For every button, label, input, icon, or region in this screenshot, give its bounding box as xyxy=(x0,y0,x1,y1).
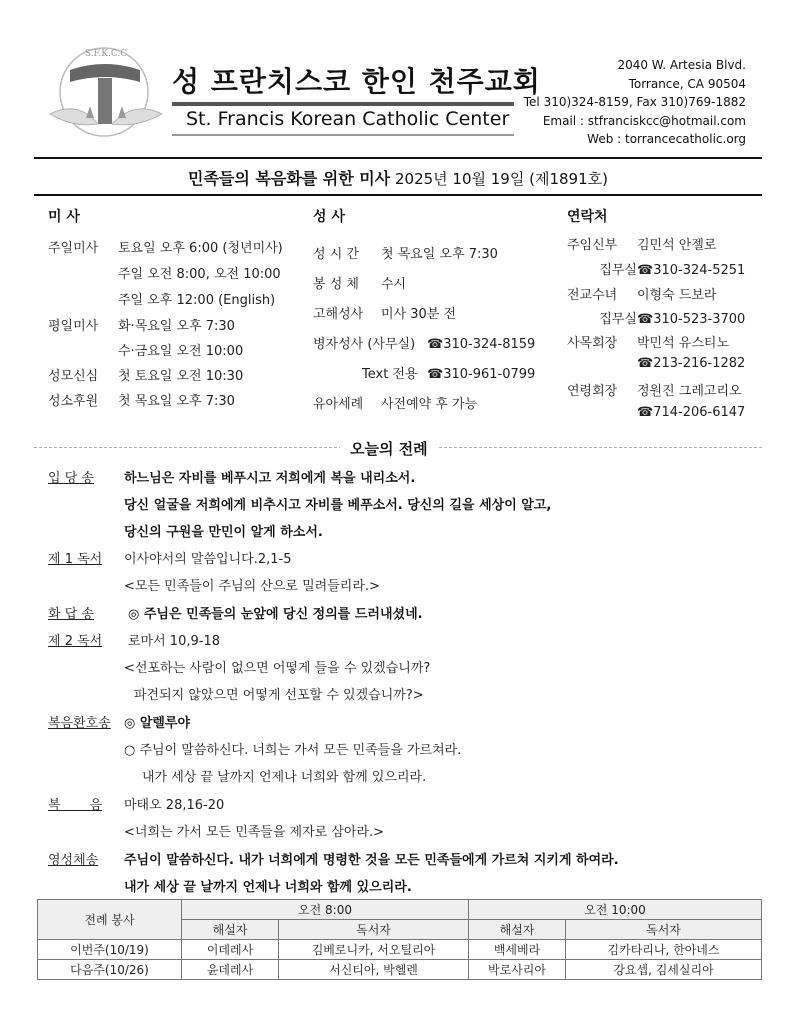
mass-row: 주일미사 토요일 오후 6:00 (청년미사) xyxy=(48,241,283,256)
reading2-line: 파견되지 않았으면 어떻게 선포할 수 있겠습니까?> xyxy=(134,688,424,703)
mass-row: 주일 오후 12:00 (English) xyxy=(118,293,276,308)
table-cell: 박로사리아 xyxy=(469,960,566,980)
table-header-lector: 독서자 xyxy=(279,920,469,940)
address-street: 2040 W. Artesia Blvd. xyxy=(617,58,746,72)
table-cell: 이데레사 xyxy=(182,940,279,960)
title-underline xyxy=(172,134,514,136)
contact-row: 집무실☎310-523-3700 xyxy=(599,312,746,327)
address-block xyxy=(506,56,746,149)
liturgy-heading: 오늘의 전례 xyxy=(340,438,438,459)
sacrament-row: 유아세례 사전예약 후 가능 xyxy=(313,397,478,412)
entrance-line: 당신 얼굴을 저희에게 비추시고 자비를 베푸소서. 당신의 길을 세상이 알고, xyxy=(124,498,552,513)
communion-label: 영성체송 xyxy=(48,853,99,868)
psalm-label: 화 답 송 xyxy=(48,607,94,622)
reading1-line: <모든 민족들이 주님의 산으로 밀려들리라.> xyxy=(124,579,380,594)
table-cell-week: 이번주(10/19) xyxy=(38,940,182,960)
reading1-label: 제 1 독서 xyxy=(48,552,103,567)
communion-line: 주님이 말씀하신다. 내가 너희에게 명령한 것을 모든 민족들에게 가르쳐 지키게 하여라. xyxy=(124,853,619,868)
mass-row: 성모신심 첫 토요일 오전 10:30 xyxy=(48,369,244,384)
alleluia-line: ◎ 알렐루야 xyxy=(124,716,191,731)
contact-row: 연령회장 정원진 그레고리오 xyxy=(567,384,742,399)
subtitle-main: 민족들의 복음화를 위한 미사 xyxy=(188,169,391,188)
sacrament-row: 봉 성 체 수시 xyxy=(313,277,407,292)
table-header-commentator: 해설자 xyxy=(469,920,566,940)
alleluia-line: ○ 주님이 말씀하신다. 너희는 가서 모든 민족들을 가르쳐라. xyxy=(124,743,462,758)
table-cell: 강요셉, 김세실리아 xyxy=(566,960,762,980)
address-phone: Tel 310)324-8159, Fax 310)769-1882 xyxy=(523,95,746,109)
table-cell: 윤데레사 xyxy=(182,960,279,980)
table-row xyxy=(38,960,762,980)
entrance-line: 하느님은 자비를 베푸시고 저희에게 복을 내리소서. xyxy=(124,471,416,486)
table-header-lector: 독서자 xyxy=(566,920,762,940)
reading2-line: 로마서 10,9-18 xyxy=(128,634,220,649)
mass-heading: 미 사 xyxy=(48,209,80,225)
table-cell: 김카타리나, 한아네스 xyxy=(566,940,762,960)
gospel-label: 복 음 xyxy=(48,798,103,813)
contact-row: ☎714-206-6147 xyxy=(637,405,746,420)
mass-subtitle xyxy=(34,166,762,189)
contact-row: 사목회장 박민석 유스티노 xyxy=(567,336,730,351)
mass-row: 수·금요일 오전 10:00 xyxy=(118,344,244,359)
table-header-mass1: 오전 8:00 xyxy=(182,900,469,920)
logo-text: S.F.K.C.C xyxy=(84,49,128,59)
table-header-row xyxy=(38,900,762,920)
entrance-line: 당신의 구원을 만민이 알게 하소서. xyxy=(124,525,323,540)
top-rule xyxy=(34,157,762,159)
alleluia-line: 내가 세상 끝 날까지 언제나 너희와 함께 있으리라. xyxy=(142,770,427,785)
contact-row: 집무실☎310-324-5251 xyxy=(599,263,746,278)
service-schedule-table xyxy=(37,899,762,980)
alleluia-label: 복음환호송 xyxy=(48,716,111,731)
church-logo xyxy=(48,44,166,144)
table-cell: 김베로니카, 서오틸리아 xyxy=(279,940,469,960)
title-divider xyxy=(172,102,514,106)
church-name-korean: 성 프란치스코 한인 천주교회 xyxy=(172,65,541,98)
table-header-commentator: 해설자 xyxy=(182,920,279,940)
psalm-line: ◎ 주님은 민족들의 눈앞에 당신 정의를 드러내셨네. xyxy=(128,607,423,622)
reading1-line: 이사야서의 말씀입니다.2,1-5 xyxy=(124,552,292,567)
table-cell: 백세베라 xyxy=(469,940,566,960)
table-cell: 서신티아, 박헬렌 xyxy=(279,960,469,980)
gospel-line: <너희는 가서 모든 민족들을 제자로 삼아라.> xyxy=(124,825,385,840)
contact-row: 전교수녀 이형숙 드보라 xyxy=(567,288,717,303)
address-email[interactable]: Email : stfranciskcc@hotmail.com xyxy=(542,113,746,128)
address-web[interactable]: Web : torrancecatholic.org xyxy=(587,132,746,146)
reading2-line: <선포하는 사람이 없으면 어떻게 들을 수 있겠습니까? xyxy=(124,661,431,676)
sacrament-row: Text 전용 ☎310-961-0799 xyxy=(362,367,536,382)
mass-row: 평일미사 화·목요일 오후 7:30 xyxy=(48,319,235,334)
table-header-mass2: 오전 10:00 xyxy=(469,900,762,920)
table-row xyxy=(38,940,762,960)
mass-row: 성소후원 첫 목요일 오후 7:30 xyxy=(48,394,235,409)
table-header-main: 전례 봉사 xyxy=(38,900,182,940)
communion-line: 내가 세상 끝 날까지 언제나 너희와 함께 있으리라. xyxy=(124,880,412,895)
address-city: Torrance, CA 90504 xyxy=(628,76,746,91)
church-name-english: St. Francis Korean Catholic Center xyxy=(186,108,510,130)
contact-row: 주임신부 김민석 안젤로 xyxy=(567,238,717,253)
subtitle-date: 2025년 10월 19일 (제1891호) xyxy=(394,170,608,188)
gospel-line: 마태오 28,16-20 xyxy=(124,798,225,813)
sacrament-row: 고해성사 미사 30분 전 xyxy=(313,307,457,322)
sacrament-row: 병자성사 (사무실) ☎310-324-8159 xyxy=(313,337,536,352)
entrance-label: 입 당 송 xyxy=(48,471,94,486)
mass-row: 주일 오전 8:00, 오전 10:00 xyxy=(118,267,281,282)
reading2-label: 제 2 독서 xyxy=(48,634,103,649)
contacts-heading: 연락처 xyxy=(567,209,608,225)
table-cell-week: 다음주(10/26) xyxy=(38,960,182,980)
sacraments-heading: 성 사 xyxy=(313,209,345,225)
contact-row: ☎213-216-1282 xyxy=(637,356,746,371)
subtitle-rule xyxy=(34,194,762,196)
sacrament-row: 성 시 간 첫 목요일 오후 7:30 xyxy=(313,247,498,262)
